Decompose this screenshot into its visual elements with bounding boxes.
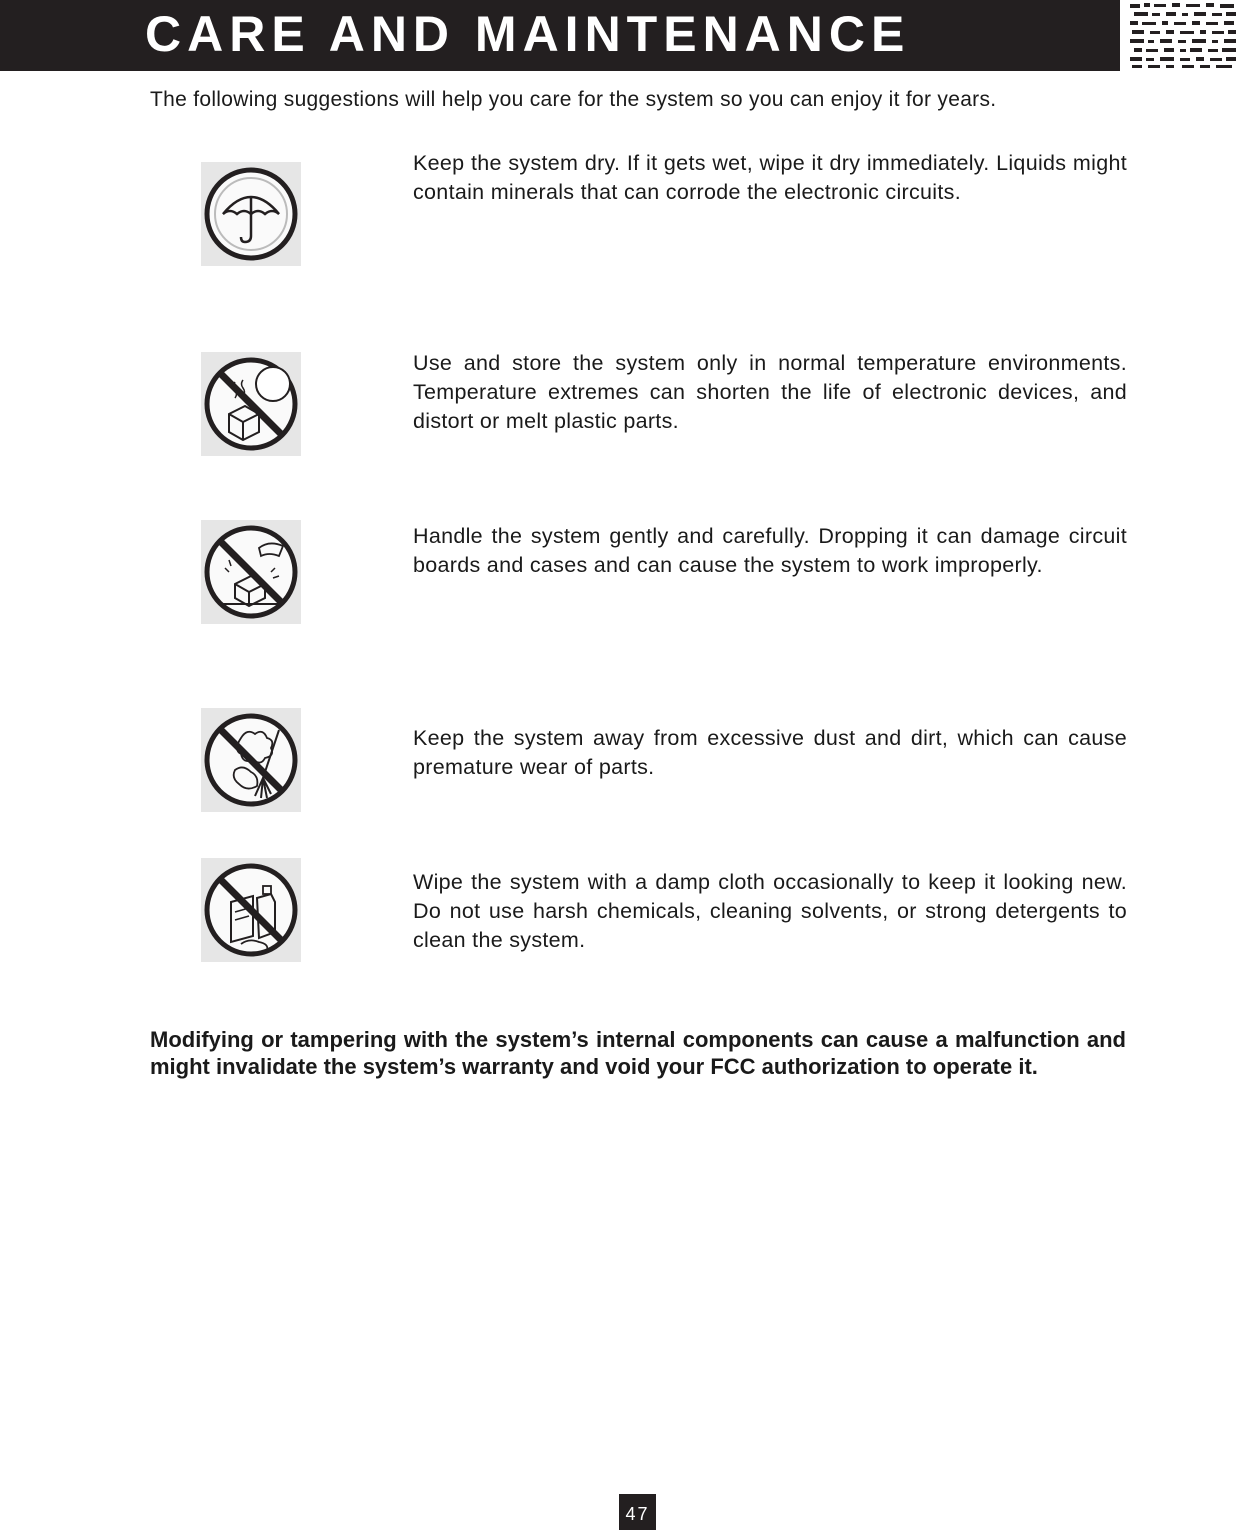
tip-text: Keep the system dry. If it gets wet, wipe it dry immediately. Liquids might contain minerals that can corrode the electronic circuits. xyxy=(413,151,1127,204)
warning-text: Modifying or tampering with the system’s internal components can cause a malfunction and might invalidate the system’s warranty and void your FCC authorization to operate it. xyxy=(150,1027,1126,1079)
chemicals-icon xyxy=(201,858,301,962)
page-number: 47 xyxy=(619,1494,656,1530)
sun-heat-icon xyxy=(201,352,301,456)
umbrella-icon xyxy=(201,162,301,266)
intro-text: The following suggestions will help you care for the system so you can enjoy it for years. xyxy=(150,88,997,111)
tip-text: Use and store the system only in normal temperature environments. Temperature extremes can shorten the life of electronic devices, and distort or melt plastic parts. xyxy=(413,351,1127,433)
header-bar xyxy=(0,0,1120,71)
page-title: CARE AND MAINTENANCE xyxy=(145,6,911,62)
tip-text: Handle the system gently and carefully. Dropping it can damage circuit boards and cases and can cause the system to work improperly. xyxy=(413,524,1127,577)
dust-broom-icon xyxy=(201,708,301,812)
tip-text: Keep the system away from excessive dust and dirt, which can cause premature wear of parts. xyxy=(413,726,1127,779)
drop-device-icon xyxy=(201,520,301,624)
corner-pattern-icon xyxy=(1126,0,1240,71)
tip-text: Wipe the system with a damp cloth occasionally to keep it looking new. Do not use harsh chemicals, cleaning solvents, or strong detergents to clean the system. xyxy=(413,870,1127,952)
